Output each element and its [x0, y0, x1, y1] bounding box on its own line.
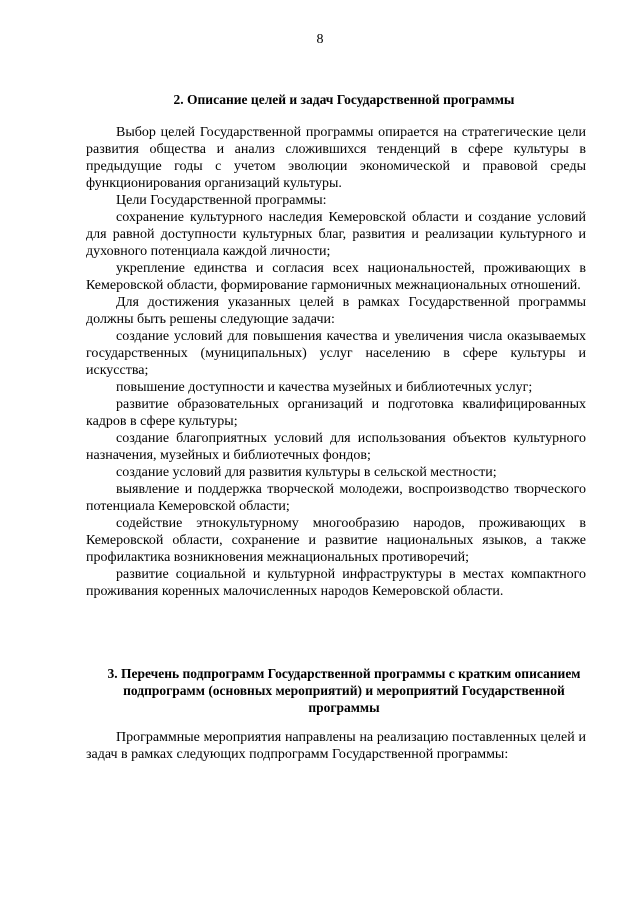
paragraph: содействие этнокультурному многообразию народов, проживающих в Кемеровской области, сохранение и развитие национальных языков, а также профилактика возникновения межнациональных противоречий; [86, 516, 586, 565]
section-2-body [86, 124, 586, 600]
paragraph: Программные мероприятия направлены на реализацию поставленных целей и задач в рамках следующих подпрограмм Государственной программы: [86, 730, 586, 762]
paragraph: выявление и поддержка творческой молодежи, воспроизводство творческого потенциала Кемеровской области; [86, 482, 586, 514]
page-number: 8 [316, 32, 324, 47]
paragraph: Для достижения указанных целей в рамках Государственной программы должны быть решены следующие задачи: [86, 295, 586, 327]
paragraph: создание благоприятных условий для использования объектов культурного назначения, музейных и библиотечных фондов; [86, 431, 586, 463]
paragraph: развитие образовательных организаций и подготовка квалифицированных кадров в сфере культуры; [86, 397, 586, 429]
section-2-heading: 2. Описание целей и задач Государственной программы [173, 92, 515, 107]
paragraph: укрепление единства и согласия всех национальностей, проживающих в Кемеровской области, формирование гармоничных межнациональных отношений. [86, 261, 586, 293]
paragraph: сохранение культурного наследия Кемеровской области и создание условий для равной доступности культурных благ, развития и реализации культурного и духовного потенциала каждой личности; [86, 210, 586, 259]
paragraph: создание условий для повышения качества и увеличения числа оказываемых государственных (муниципальных) услуг населению в сфере культуры и искусства; [86, 329, 586, 378]
paragraph: развитие социальной и культурной инфраструктуры в местах компактного проживания коренных малочисленных народов Кемеровской области. [86, 567, 586, 599]
section-3-heading: 3. Перечень подпрограмм Государственной программы с кратким описанием подпрограмм (основных мероприятий) и мероприятий Государственной программы [107, 666, 581, 715]
paragraph: Выбор целей Государственной программы опирается на стратегические цели развития общества и анализ сложившихся тенденций в сфере культуры в предыдущие годы с учетом эволюции экономической и правовой среды функционирования организаций культуры. [86, 125, 586, 191]
paragraph: повышение доступности и качества музейных и библиотечных услуг; [116, 380, 533, 395]
section-3-body [86, 729, 586, 763]
paragraph: создание условий для развития культуры в сельской местности; [116, 465, 497, 480]
paragraph: Цели Государственной программы: [116, 193, 327, 208]
